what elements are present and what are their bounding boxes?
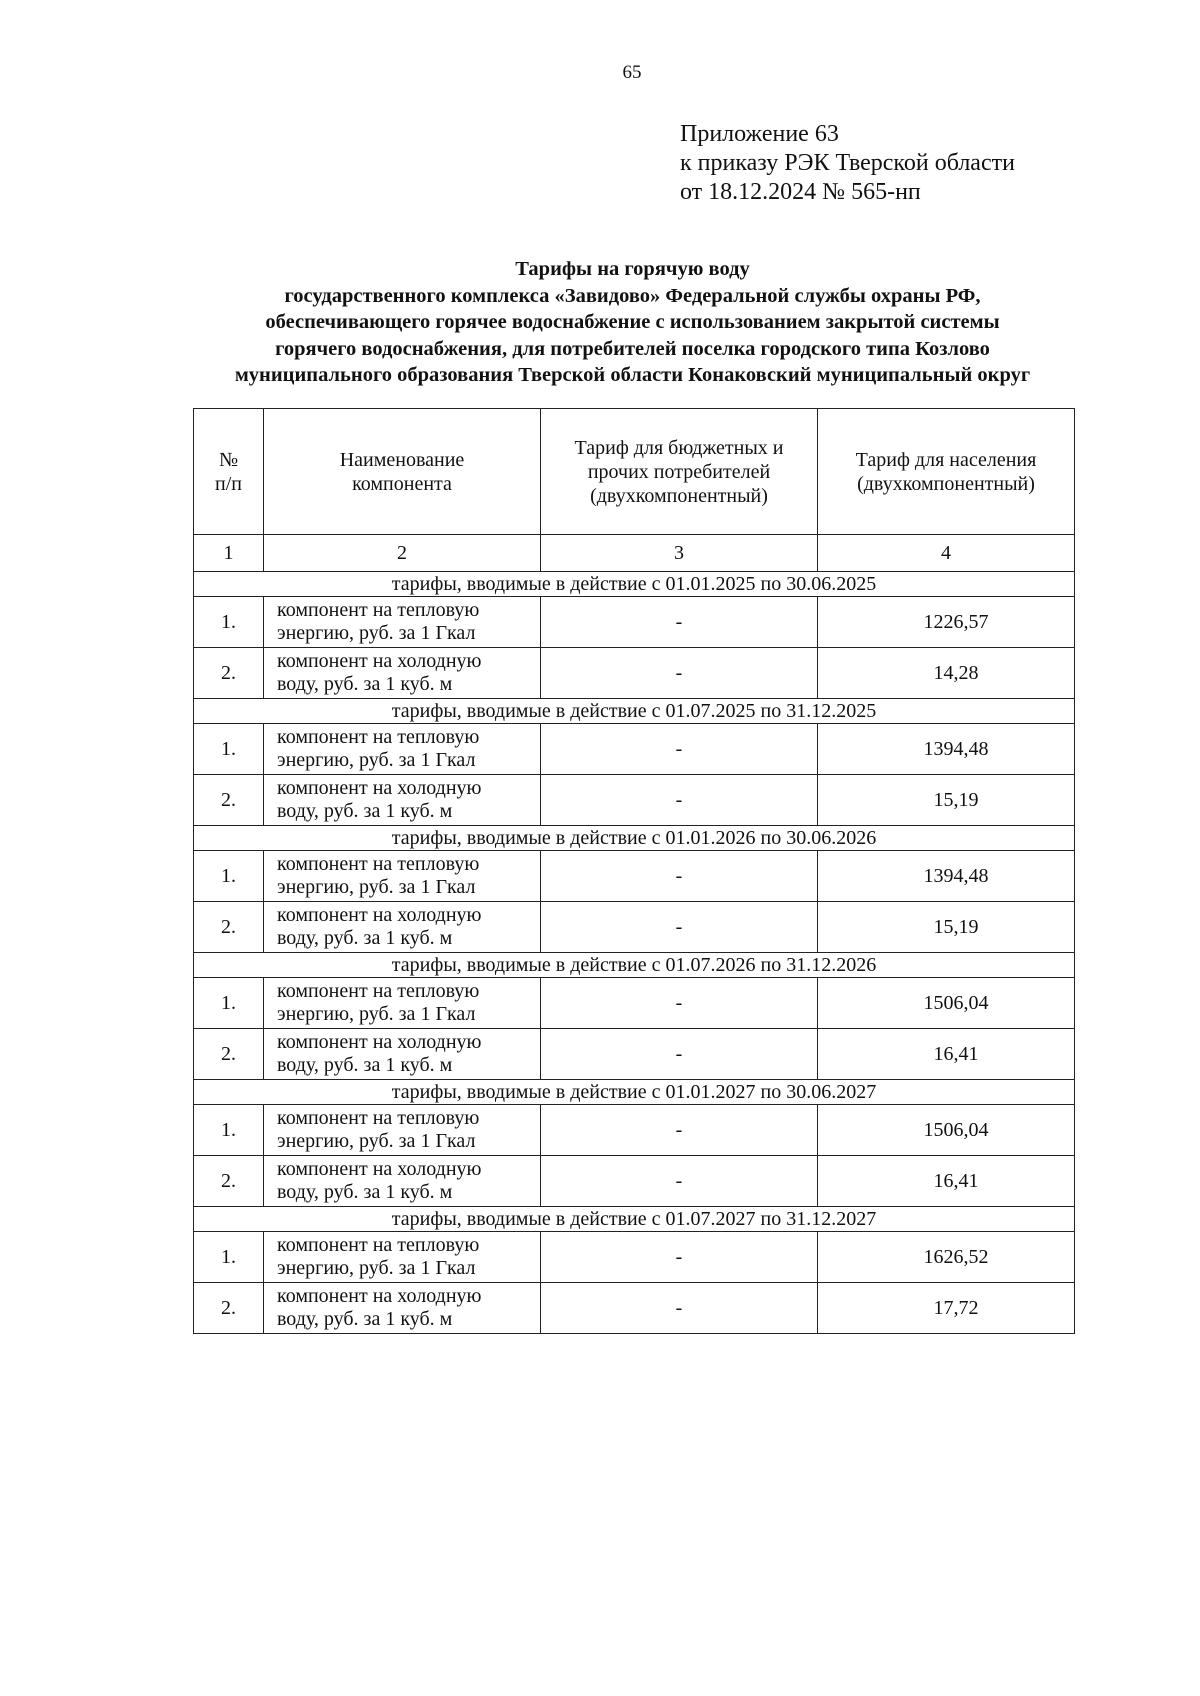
population-tariff-value: 1626,52 xyxy=(818,1232,1075,1283)
period-row xyxy=(194,572,1075,597)
budget-tariff-value: - xyxy=(541,1232,818,1283)
appendix-line: к приказу РЭК Тверской области xyxy=(680,150,1015,176)
budget-tariff-value: - xyxy=(541,978,818,1029)
component-name-line: энергию, руб. за 1 Гкал xyxy=(277,749,476,771)
population-tariff-value: 1226,57 xyxy=(818,597,1075,648)
column-number: 4 xyxy=(818,535,1075,572)
table-row xyxy=(194,978,1075,1029)
header-number: № п/п xyxy=(194,409,264,535)
budget-tariff-value: - xyxy=(541,724,818,775)
table-row xyxy=(194,597,1075,648)
appendix-line: Приложение 63 xyxy=(680,121,839,147)
component-name-line: компонент на тепловую xyxy=(277,1107,480,1129)
component-name-line: компонент на холодную xyxy=(277,650,482,672)
component-name-line: компонент на холодную xyxy=(277,1031,482,1053)
budget-tariff-value: - xyxy=(541,1283,818,1334)
row-number: 1. xyxy=(194,978,264,1029)
budget-tariff-value: - xyxy=(541,851,818,902)
population-tariff-value: 17,72 xyxy=(818,1283,1075,1334)
title-line: муниципального образования Тверской области Конаковский муниципальный округ xyxy=(234,364,1031,386)
budget-tariff-value: - xyxy=(541,902,818,953)
table-row xyxy=(194,1156,1075,1207)
table-row xyxy=(194,724,1075,775)
table-row xyxy=(194,775,1075,826)
component-name xyxy=(264,724,541,775)
appendix-line: от 18.12.2024 № 565-нп xyxy=(680,179,921,205)
population-tariff-value: 15,19 xyxy=(818,775,1075,826)
component-name xyxy=(264,1156,541,1207)
table-row xyxy=(194,1283,1075,1334)
component-name-line: компонент на тепловую xyxy=(277,1234,480,1256)
component-name-line: компонент на холодную xyxy=(277,1158,482,1180)
component-name xyxy=(264,1283,541,1334)
table-header-row xyxy=(194,409,1075,535)
population-tariff-value: 16,41 xyxy=(818,1156,1075,1207)
row-number: 2. xyxy=(194,648,264,699)
budget-tariff-value: - xyxy=(541,1105,818,1156)
table-row xyxy=(194,851,1075,902)
budget-tariff-value: - xyxy=(541,775,818,826)
population-tariff-value: 15,19 xyxy=(818,902,1075,953)
period-row xyxy=(194,826,1075,851)
row-number: 2. xyxy=(194,1156,264,1207)
component-name xyxy=(264,851,541,902)
component-name-line: энергию, руб. за 1 Гкал xyxy=(277,1130,476,1152)
component-name xyxy=(264,1105,541,1156)
period-row xyxy=(194,953,1075,978)
page-number: 65 xyxy=(622,62,642,83)
component-name-line: компонент на тепловую xyxy=(277,980,480,1002)
component-name xyxy=(264,902,541,953)
table-row xyxy=(194,1029,1075,1080)
title-line: Тарифы на горячую воду xyxy=(515,258,750,280)
population-tariff-value: 16,41 xyxy=(818,1029,1075,1080)
row-number: 1. xyxy=(194,1105,264,1156)
component-name-line: воду, руб. за 1 куб. м xyxy=(277,927,453,949)
component-name-line: компонент на тепловую xyxy=(277,853,480,875)
component-name xyxy=(264,978,541,1029)
component-name-line: воду, руб. за 1 куб. м xyxy=(277,1181,453,1203)
document-title xyxy=(100,256,1165,389)
period-row xyxy=(194,699,1075,724)
component-name-line: воду, руб. за 1 куб. м xyxy=(277,1054,453,1076)
period-label: тарифы, вводимые в действие с 01.07.2026 по 31.12.2026 xyxy=(194,953,1075,978)
component-name-line: энергию, руб. за 1 Гкал xyxy=(277,1257,476,1279)
header-population-tariff: Тариф для населения (двухкомпонентный) xyxy=(818,409,1075,535)
period-label: тарифы, вводимые в действие с 01.01.2026 по 30.06.2026 xyxy=(194,826,1075,851)
row-number: 2. xyxy=(194,1029,264,1080)
header-budget-tariff: Тариф для бюджетных и прочих потребителей (двухкомпонентный) xyxy=(541,409,818,535)
component-name-line: компонент на холодную xyxy=(277,777,482,799)
title-line: государственного комплекса «Завидово» Федеральной службы охраны РФ, xyxy=(284,284,981,307)
column-number: 3 xyxy=(541,535,818,572)
column-numbers-row xyxy=(194,535,1075,572)
period-label: тарифы, вводимые в действие с 01.07.2027 по 31.12.2027 xyxy=(194,1207,1075,1232)
budget-tariff-value: - xyxy=(541,1156,818,1207)
component-name-line: воду, руб. за 1 куб. м xyxy=(277,1308,453,1330)
row-number: 1. xyxy=(194,724,264,775)
row-number: 1. xyxy=(194,597,264,648)
title-line: обеспечивающего горячее водоснабжение с использованием закрытой системы xyxy=(265,311,1000,333)
table-row xyxy=(194,902,1075,953)
column-number: 1 xyxy=(194,535,264,572)
component-name xyxy=(264,775,541,826)
appendix-reference xyxy=(680,120,1015,207)
period-label: тарифы, вводимые в действие с 01.01.2027 по 30.06.2027 xyxy=(194,1080,1075,1105)
title-line: горячего водоснабжения, для потребителей поселка городского типа Козлово xyxy=(275,337,990,360)
row-number: 2. xyxy=(194,902,264,953)
budget-tariff-value: - xyxy=(541,597,818,648)
component-name xyxy=(264,597,541,648)
component-name-line: компонент на холодную xyxy=(277,1285,482,1307)
row-number: 2. xyxy=(194,775,264,826)
component-name-line: воду, руб. за 1 куб. м xyxy=(277,800,453,822)
component-name-line: компонент на холодную xyxy=(277,904,482,926)
budget-tariff-value: - xyxy=(541,648,818,699)
population-tariff-value: 1506,04 xyxy=(818,1105,1075,1156)
population-tariff-value: 1394,48 xyxy=(818,724,1075,775)
period-label: тарифы, вводимые в действие с 01.01.2025 по 30.06.2025 xyxy=(194,572,1075,597)
period-label: тарифы, вводимые в действие с 01.07.2025 по 31.12.2025 xyxy=(194,699,1075,724)
column-number: 2 xyxy=(264,535,541,572)
table-row xyxy=(194,1105,1075,1156)
component-name-line: компонент на тепловую xyxy=(277,726,480,748)
row-number: 1. xyxy=(194,1232,264,1283)
row-number: 2. xyxy=(194,1283,264,1334)
component-name xyxy=(264,1029,541,1080)
population-tariff-value: 1394,48 xyxy=(818,851,1075,902)
period-row xyxy=(194,1080,1075,1105)
tariff-table xyxy=(193,408,1075,1334)
population-tariff-value: 1506,04 xyxy=(818,978,1075,1029)
component-name-line: энергию, руб. за 1 Гкал xyxy=(277,622,476,644)
component-name-line: энергию, руб. за 1 Гкал xyxy=(277,1003,476,1025)
component-name xyxy=(264,1232,541,1283)
table-row xyxy=(194,648,1075,699)
component-name-line: воду, руб. за 1 куб. м xyxy=(277,673,453,695)
population-tariff-value: 14,28 xyxy=(818,648,1075,699)
header-component-name: Наименование компонента xyxy=(264,409,541,535)
component-name xyxy=(264,648,541,699)
table-row xyxy=(194,1232,1075,1283)
component-name-line: энергию, руб. за 1 Гкал xyxy=(277,876,476,898)
period-row xyxy=(194,1207,1075,1232)
budget-tariff-value: - xyxy=(541,1029,818,1080)
component-name-line: компонент на тепловую xyxy=(277,599,480,621)
row-number: 1. xyxy=(194,851,264,902)
